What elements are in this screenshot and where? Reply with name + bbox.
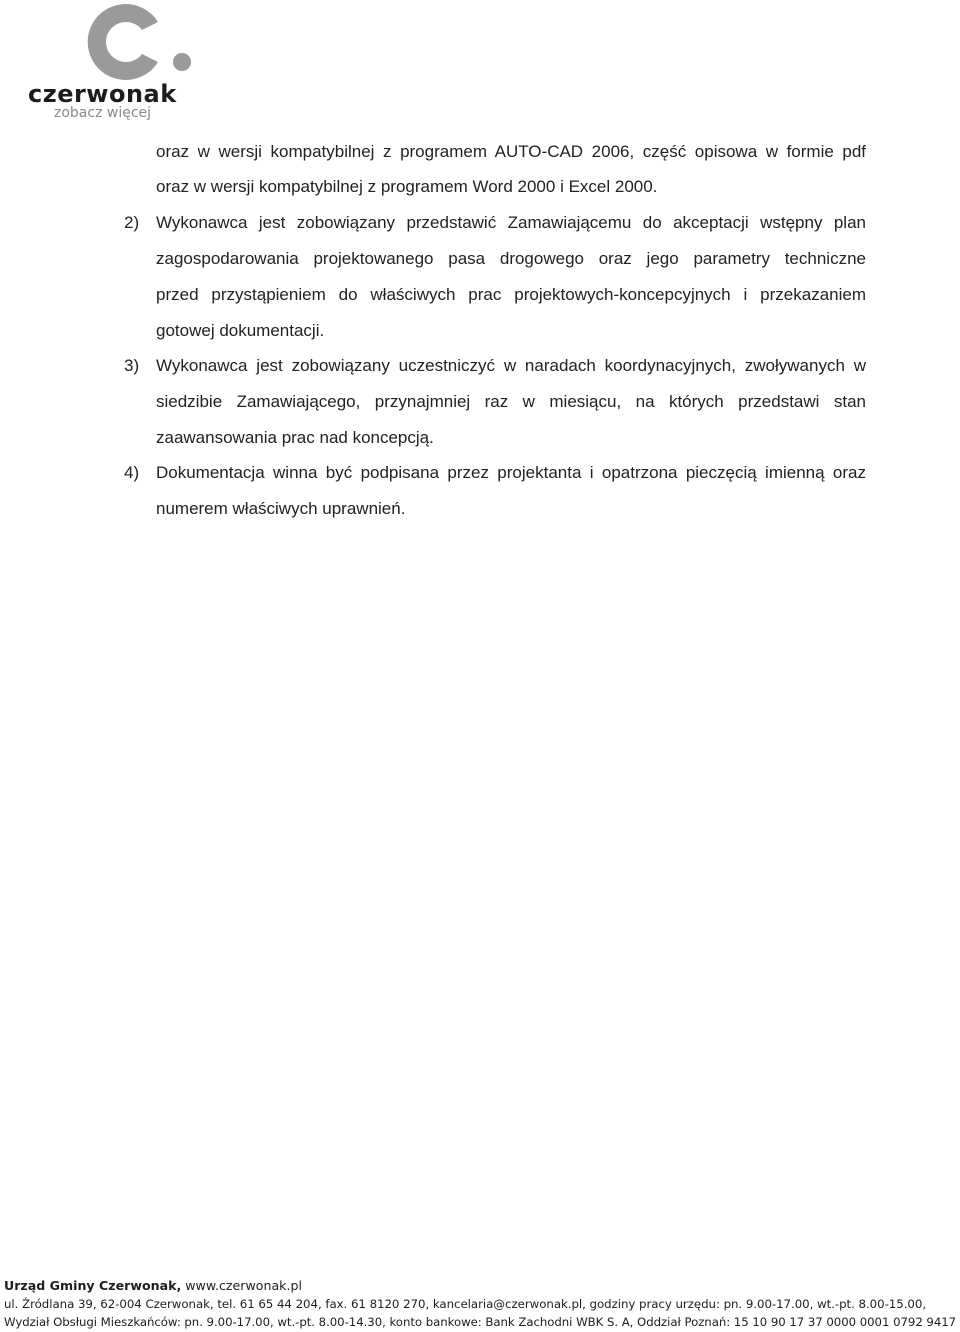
intro-line-2: oraz w wersji kompatybilnej z programem Word 2000 i Excel 2000. — [156, 177, 658, 196]
footer-service-line: Wydział Obsługi Mieszkańców: pn. 9.00-17.00, wt.-pt. 8.00-14.30, konto bankowe: Bank Zachodni WBK S. A, Oddział Poznań: 15 10 90 17 37 0000 0001 0792 9417 — [4, 1315, 957, 1329]
item-number-3: 3) — [124, 356, 140, 375]
footer-website[interactable]: www.czerwonak.pl — [181, 1278, 302, 1293]
footer-office-line — [4, 1277, 302, 1295]
item-4-line-1: Dokumentacja winna być podpisana przez projektanta i opatrzona pieczęcią imienną oraz — [156, 463, 866, 482]
item-number-4: 4) — [124, 463, 140, 482]
item-2-line-2: zagospodarowania projektowanego pasa drogowego oraz jego parametry techniczne — [156, 249, 866, 268]
item-2-line-4: gotowej dokumentacji. — [156, 321, 325, 340]
item-4-line-2: numerem właściwych uprawnień. — [156, 499, 406, 518]
intro-line-1: oraz w wersji kompatybilnej z programem AUTO-CAD 2006, część opisowa w formie pdf — [156, 142, 866, 161]
footer-address-line: ul. Źródlana 39, 62-004 Czerwonak, tel. 61 65 44 204, fax. 61 8120 270, kancelaria@czerwonak.pl, godziny pracy urzędu: pn. 9.00-17.00, wt.-pt. 8.00-15.00, — [4, 1297, 927, 1311]
logo-c-mark-icon — [72, 0, 192, 80]
czerwonak-logo — [28, 0, 198, 125]
item-number-2: 2) — [124, 213, 140, 232]
footer-office-name: Urząd Gminy Czerwonak, — [4, 1278, 182, 1293]
item-2-line-1: Wykonawca jest zobowiązany przedstawić Zamawiającemu do akceptacji wstępny plan — [156, 213, 866, 232]
logo-name: czerwonak — [28, 80, 177, 108]
item-3-line-1: Wykonawca jest zobowiązany uczestniczyć w naradach koordynacyjnych, zwoływanych w — [156, 356, 866, 375]
item-2-line-3: przed przystąpieniem do właściwych prac projektowych-koncepcyjnych i przekazaniem — [156, 285, 866, 304]
item-3-line-3: zaawansowania prac nad koncepcją. — [156, 428, 434, 447]
item-3-line-2: siedzibie Zamawiającego, przynajmniej raz w miesiącu, na których przedstawi stan — [156, 392, 866, 411]
logo-tagline: zobacz więcej — [54, 105, 152, 121]
